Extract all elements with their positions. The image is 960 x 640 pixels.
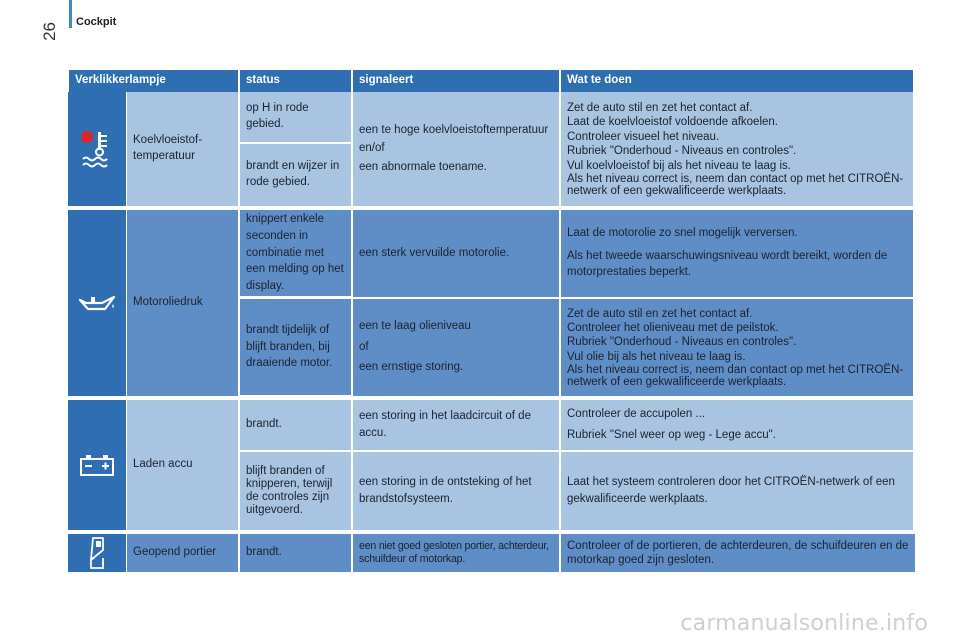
signal-text: een storing in de ontsteking of het brandstofsysteem. — [359, 476, 532, 505]
battery-status-1 — [240, 398, 353, 452]
oil-name — [127, 208, 240, 398]
page-number: 26 — [40, 22, 59, 41]
header-warning-light: Verklikkerlampje — [69, 70, 240, 92]
battery-actions-2 — [561, 452, 915, 532]
action-text: Vul olie bij als het niveau te laag is. — [567, 350, 746, 363]
signal-text: of — [359, 340, 369, 353]
door-open-icon — [85, 536, 109, 570]
header-status: status — [240, 70, 353, 92]
watermark: carmanualsonline.info — [680, 611, 928, 636]
warning-name: Motoroliedruk — [133, 296, 203, 309]
action-text: Rubriek "Onderhoud - Niveaus en controles". — [567, 336, 797, 349]
oil-icon-tile — [68, 210, 126, 396]
coolant-temperature-icon — [79, 129, 115, 169]
section-title: Cockpit — [76, 16, 117, 28]
signal-text: een niet goed gesloten portier, achterdeur, schuifdeur of motorkap. — [359, 539, 549, 565]
battery-signals-2 — [353, 452, 561, 532]
action-text: Laat de koelvloeistof voldoende afkoelen. — [567, 116, 778, 129]
battery-icon — [79, 453, 115, 477]
oil-signals-2 — [353, 299, 561, 398]
action-text: Laat het systeem controleren door het CITROËN-netwerk of een gekwalificeerde werkplaats. — [567, 476, 895, 505]
edge-accent-bar — [69, 0, 72, 28]
coolant-signals — [353, 92, 561, 208]
action-text: Controleer het olieniveau met de peilstok. — [567, 322, 779, 335]
signal-text: en/of — [359, 142, 385, 155]
coolant-actions — [561, 92, 915, 208]
action-text: Als het tweede waarschuwingsniveau wordt bereikt, worden de motorprestaties beperkt. — [567, 249, 888, 279]
status-text: brandt tijdelijk of blijft branden, bij draaiende motor. — [246, 323, 333, 370]
signal-text: een te laag olieniveau — [359, 320, 471, 333]
warning-name: Geopend portier — [133, 546, 217, 559]
action-text: Zet de auto stil en zet het contact af. — [567, 102, 753, 114]
signal-text: een te hoge koelvloeistoftemperatuur — [359, 123, 549, 136]
status-text: op H in rode gebied. — [246, 102, 309, 130]
door-signals — [353, 532, 561, 574]
battery-icon-tile — [68, 400, 126, 530]
action-text: Rubriek "Snel weer op weg - Lege accu". — [567, 428, 776, 441]
action-text: Controleer of de portieren, de achterdeuren, de schuifdeuren en de motorkap goed zijn gesloten. — [567, 539, 909, 566]
door-actions — [561, 532, 915, 574]
header-signals: signaleert — [353, 70, 561, 92]
coolant-status-2 — [240, 144, 353, 208]
status-text: knippert enkele seconden in combinatie met een melding op het display. — [246, 213, 344, 293]
signal-text: een sterk vervuilde motorolie. — [359, 246, 510, 259]
battery-signals-1 — [353, 398, 561, 452]
oil-icon-cell — [69, 208, 127, 398]
coolant-icon-cell — [69, 92, 127, 208]
coolant-icon-tile — [68, 92, 126, 206]
coolant-name — [127, 92, 240, 208]
action-text: Als het niveau correct is, neem dan contact op met het CITROËN-netwerk of een gekwalificeerde werkplaats. — [567, 172, 904, 197]
oil-status-2 — [240, 299, 353, 397]
warning-name: Laden accu — [133, 458, 193, 471]
status-text: blijft branden of knipperen, terwijl de controles zijn uitgevoerd. — [246, 464, 333, 517]
oil-signals-1 — [353, 208, 561, 299]
action-text: Controleer visueel het niveau. — [567, 130, 720, 143]
oil-status-1 — [240, 208, 353, 298]
battery-actions-1 — [561, 398, 915, 452]
action-text: Controleer de accupolen ... — [567, 407, 706, 420]
battery-name — [127, 398, 240, 532]
status-text: brandt. — [246, 546, 282, 559]
coolant-status-1 — [240, 92, 353, 144]
header-action: Wat te doen — [561, 70, 915, 92]
door-icon-tile — [68, 534, 126, 572]
warning-lights-table — [69, 70, 915, 574]
oil-pressure-icon — [78, 292, 116, 314]
battery-icon-cell — [69, 398, 127, 532]
door-icon-cell — [69, 532, 127, 574]
action-text: Zet de auto stil en zet het contact af. — [567, 307, 753, 320]
door-status — [240, 532, 353, 574]
signal-text: een ernstige storing. — [359, 361, 464, 374]
action-text: Vul koelvloeistof bij als het niveau te laag is. — [567, 159, 791, 172]
action-text: Laat de motorolie zo snel mogelijk verversen. — [567, 227, 798, 240]
action-text: Als het niveau correct is, neem dan contact op met het CITROËN-netwerk of een gekwalificeerde werkplaats. — [567, 364, 904, 389]
oil-actions-2 — [561, 299, 915, 398]
action-text: Rubriek "Onderhoud - Niveaus en controles". — [567, 145, 797, 158]
status-text: brandt. — [246, 418, 282, 431]
oil-actions-1 — [561, 208, 915, 299]
door-name — [127, 532, 240, 574]
signal-text: een abnormale toename. — [359, 160, 487, 173]
signal-text: een storing in het laadcircuit of de accu. — [359, 410, 531, 439]
warning-name: Koelvloeistof-temperatuur — [133, 134, 203, 162]
battery-status-2 — [240, 452, 353, 532]
status-text: brandt en wijzer in rode gebied. — [246, 160, 340, 188]
